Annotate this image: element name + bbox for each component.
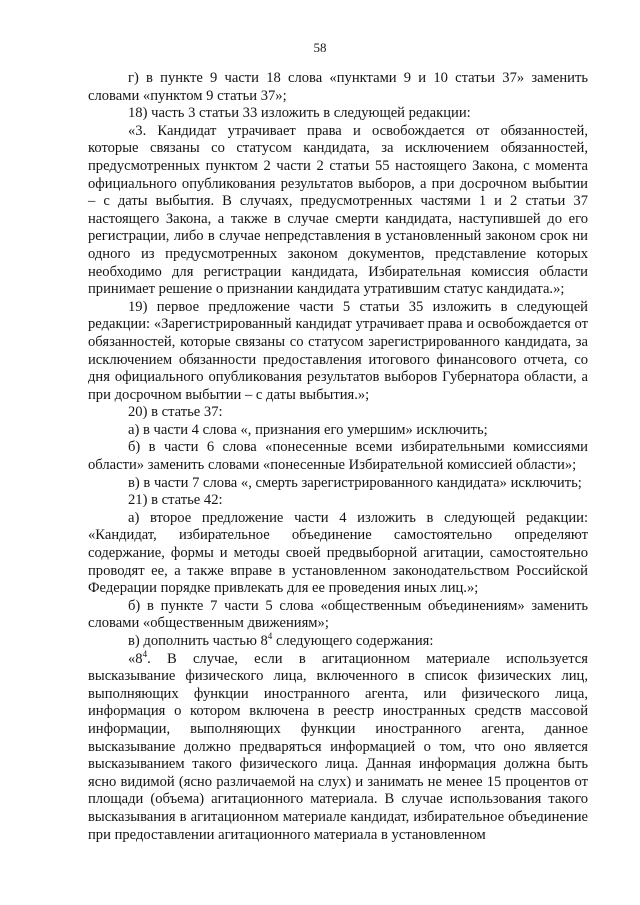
paragraph: 19) первое предложение части 5 статьи 35 изложить в следующей редакции: «Зарегистрированный кандидат утрачивает права и освобождается от обязанностей, которые связаны со статусом зарегистрированного кандидата, за исключением обязанности предоставления итогового финансового отчета, со дня официального опубликования результатов выборов Губернатора области, а при досрочном выбытии – с даты выбытия.»;	[88, 298, 588, 403]
superscript: 4	[142, 648, 148, 659]
paragraph: в) в части 7 слова «, смерть зарегистрированного кандидата» исключить;	[128, 474, 582, 491]
paragraph: а) второе предложение части 4 изложить в следующей редакции: «Кандидат, избирательное объединение самостоятельно определяют содержание, формы и методы своей предвыборной агитации, самостоятельно проводят ее, а также вправе в установленном законодательством Российской Федерации порядке привлекать для ее проведения иных лиц.»;	[88, 509, 588, 597]
paragraph: г) в пункте 9 части 18 слова «пунктами 9 и 10 статьи 37» заменить словами «пунктом 9 статьи 37»;	[88, 70, 588, 104]
superscript: 4	[267, 631, 273, 642]
paragraph: б) в части 6 слова «понесенные всеми избирательными комиссиями области» заменить словами «понесенные Избирательной комиссией области»;	[88, 439, 588, 474]
paragraph: а) в части 4 слова «, признания его умершим» исключить;	[128, 421, 488, 438]
paragraph: б) в пункте 7 части 5 слова «общественным объединениям» заменить словами «общественным движениям»;	[88, 597, 588, 632]
page-number: 58	[313, 40, 327, 55]
paragraph: «$8^4$. В случае, если в агитационном материале используется высказывание физического лица, включенного в список физических лиц, выполняющих функции иностранного агента, или физического лица, информация о котором включена в реестр иностранных средств массовой информации, выполняющих функции иностранного агента, данное высказывание должно предваряться информацией о том, что оно является высказыванием такого физического лица. Данная информация должна быть ясно видимой (ясно различаемой на слух) и занимать не менее 15 процентов от площади (объема) агитационного материала. В случае использования такого высказывания в агитационном материале кандидат, избирательное объединение при предоставлении агитационного материала в установленном	[88, 648, 588, 843]
paragraph: 21) в статье 42:	[128, 492, 223, 509]
paragraph: 20) в статье 37:	[128, 404, 223, 421]
paragraph: «3. Кандидат утрачивает права и освобождается от обязанностей, которые связаны со статусом кандидата, за исключением обязанностей, предусмотренных пунктом 2 части 2 статьи 55 настоящего Закона, с момента официального опубликования результатов выборов, а при досрочном выбытии – с даты выбытия. В случаях, предусмотренных частями 1 и 2 статьи 37 настоящего Закона, а также в случае смерти кандидата, наступившей до его регистрации, либо в случае непредставления в установленный законом срок ни одного из предусмотренных законом документов, представление которых необходимо для регистрации кандидата, Избирательная комиссия области принимает решение о признании кандидата утратившим статус кандидата.»;	[88, 122, 588, 298]
paragraph: в) дополнить частью $8^4$ следующего содержания:	[128, 631, 434, 649]
paragraph: 18) часть 3 статьи 33 изложить в следующей редакции:	[128, 105, 471, 122]
document-body	[88, 70, 588, 844]
